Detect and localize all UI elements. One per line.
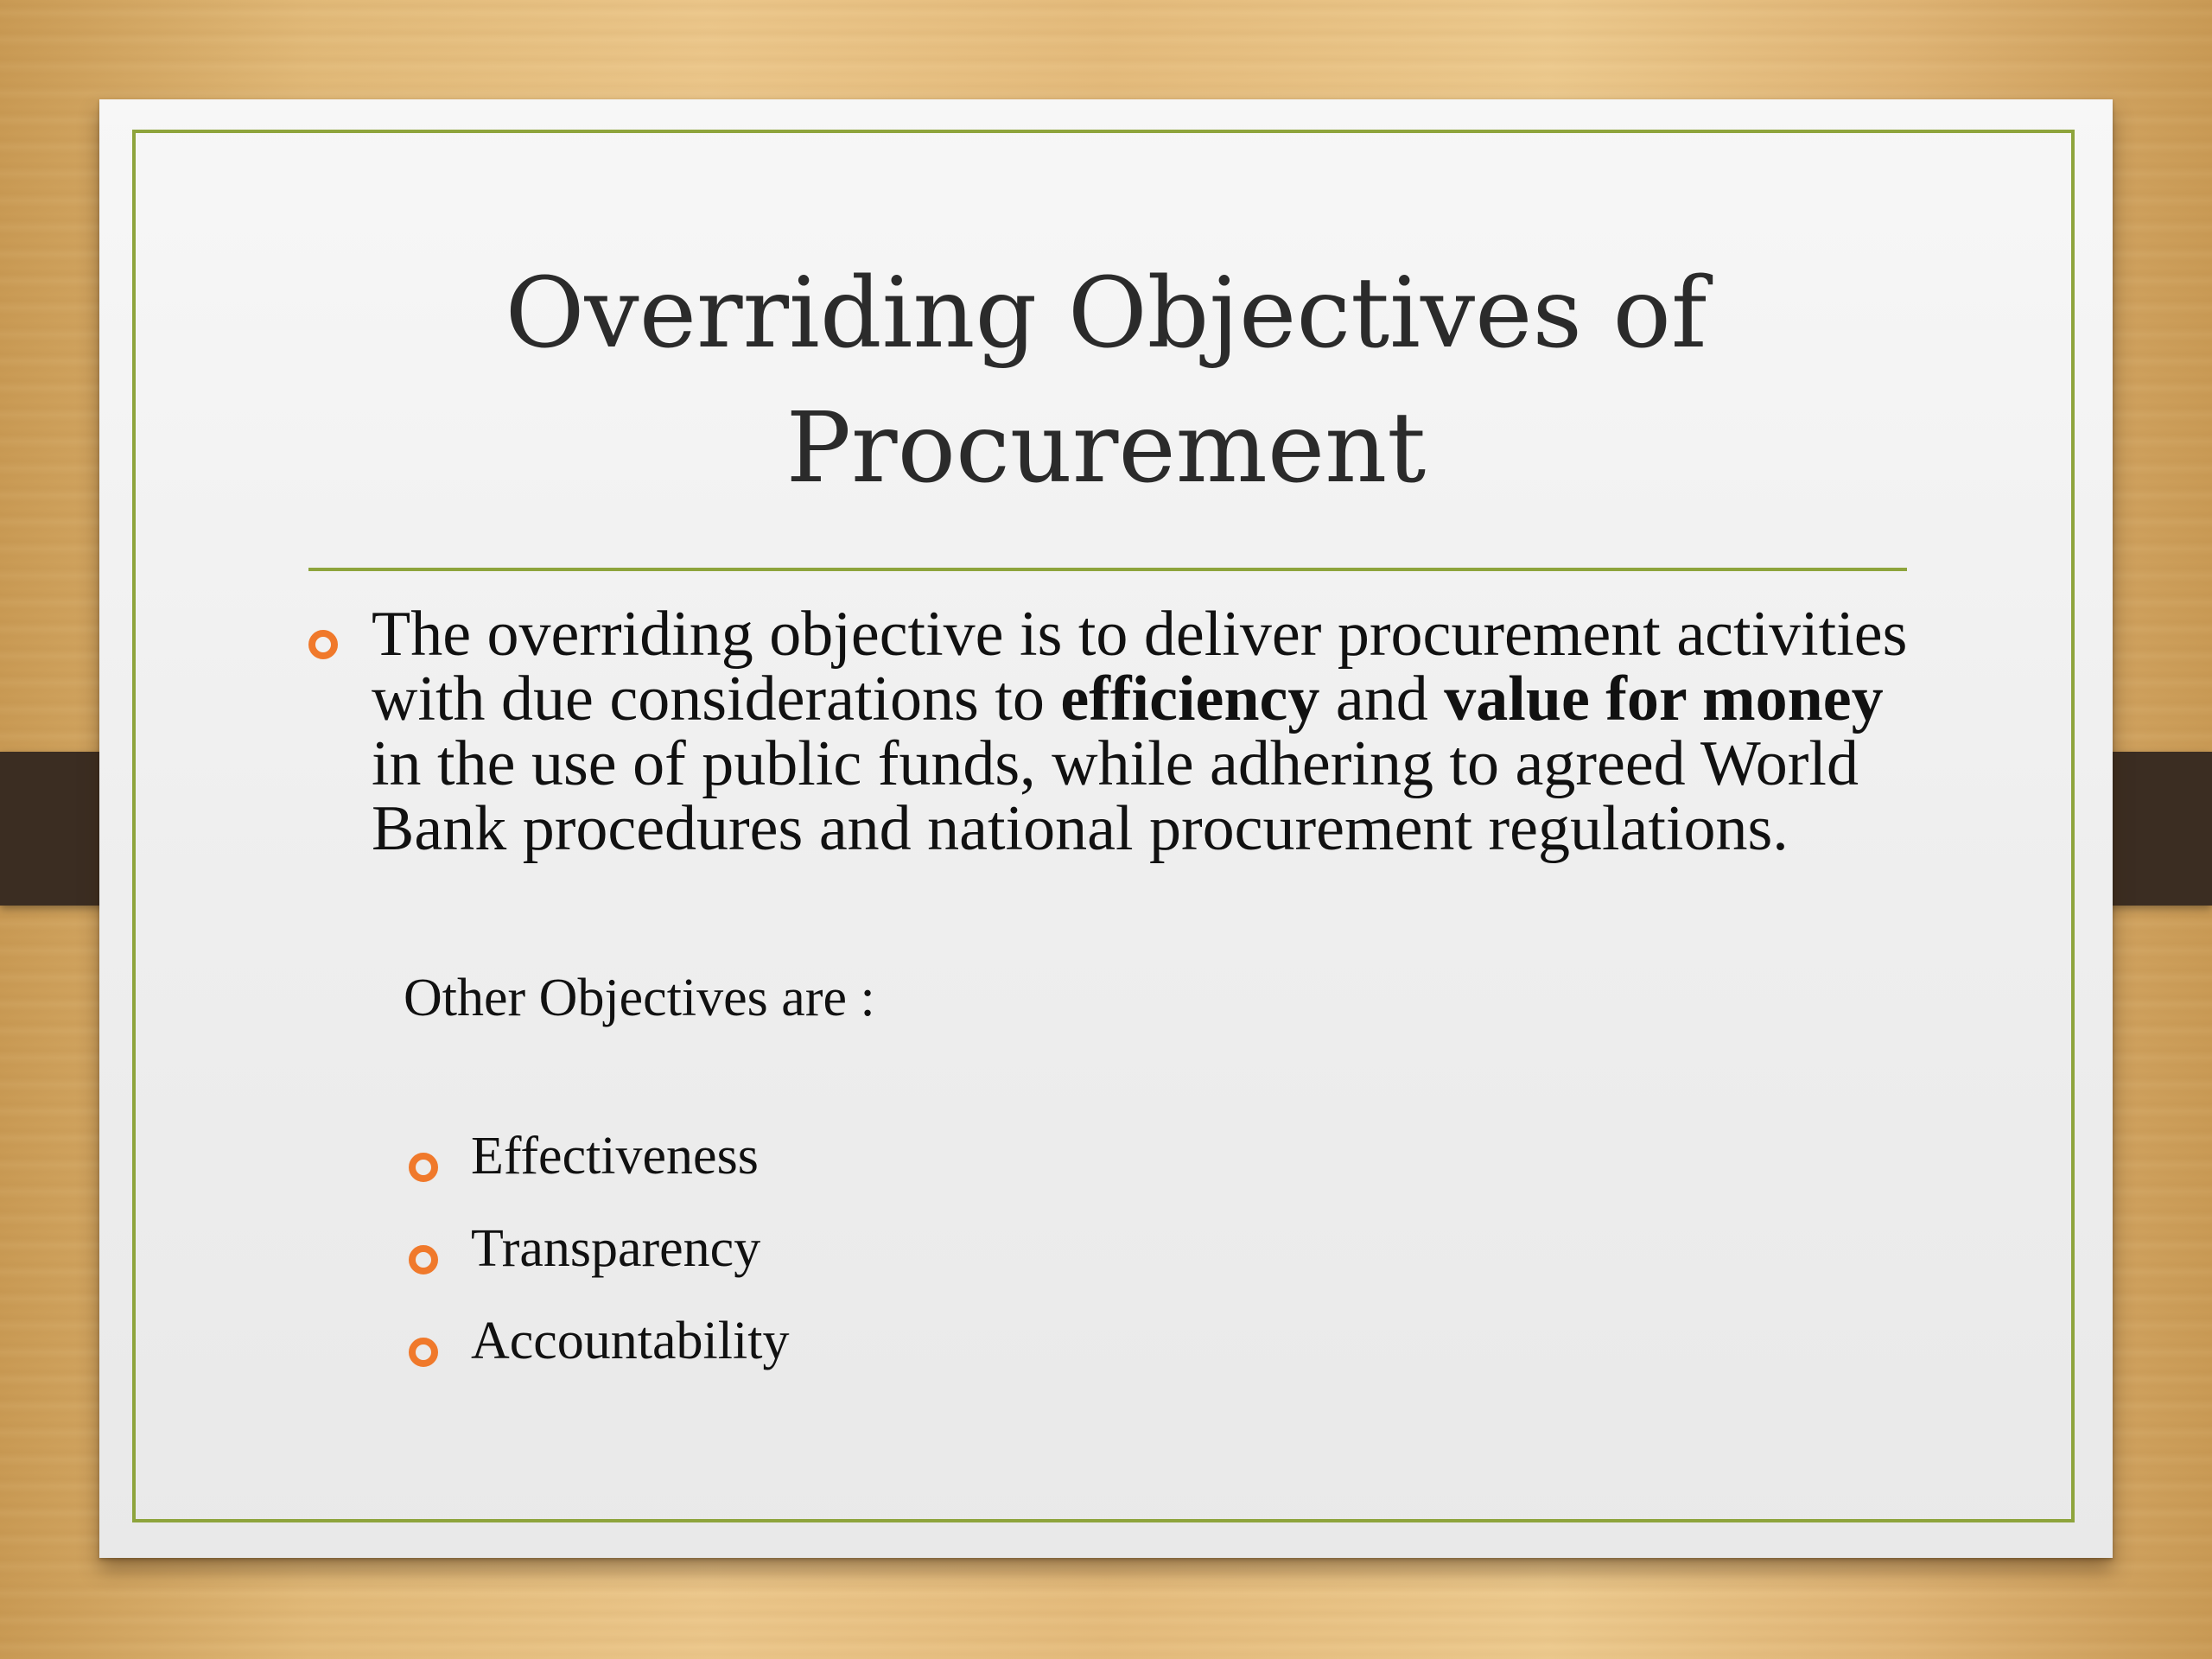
sub-item-accountability: Accountability bbox=[471, 1312, 790, 1370]
main-text-part-3: in the use of public funds, while adhering to agreed World Bank procedures and national procurement regulations. bbox=[372, 728, 1859, 864]
slide-title-line-2: Procurement bbox=[785, 392, 1427, 505]
slide-paper bbox=[99, 99, 2113, 1558]
efficiency-emphasis: efficiency bbox=[1060, 664, 1320, 734]
slide-title bbox=[99, 246, 2113, 516]
effectiveness-bullet-icon bbox=[409, 1153, 438, 1182]
sub-item-effectiveness: Effectiveness bbox=[471, 1127, 759, 1185]
accountability-bullet-icon bbox=[409, 1338, 438, 1367]
other-objectives-heading: Other Objectives are : bbox=[404, 969, 875, 1027]
sub-item-transparency: Transparency bbox=[471, 1219, 761, 1278]
value-for-money-emphasis: value for money bbox=[1444, 664, 1884, 734]
main-bullet-text bbox=[372, 599, 1944, 864]
main-text-part-2: and bbox=[1319, 664, 1445, 734]
transparency-bullet-icon bbox=[409, 1245, 438, 1274]
title-divider bbox=[308, 568, 1907, 571]
main-text-part-1: The overriding objective is to deliver procurement activities with due considerations to bbox=[372, 599, 1908, 734]
main-bullet-icon bbox=[308, 630, 338, 659]
slide-title-line-1: Overriding Objectives of bbox=[505, 257, 1707, 370]
